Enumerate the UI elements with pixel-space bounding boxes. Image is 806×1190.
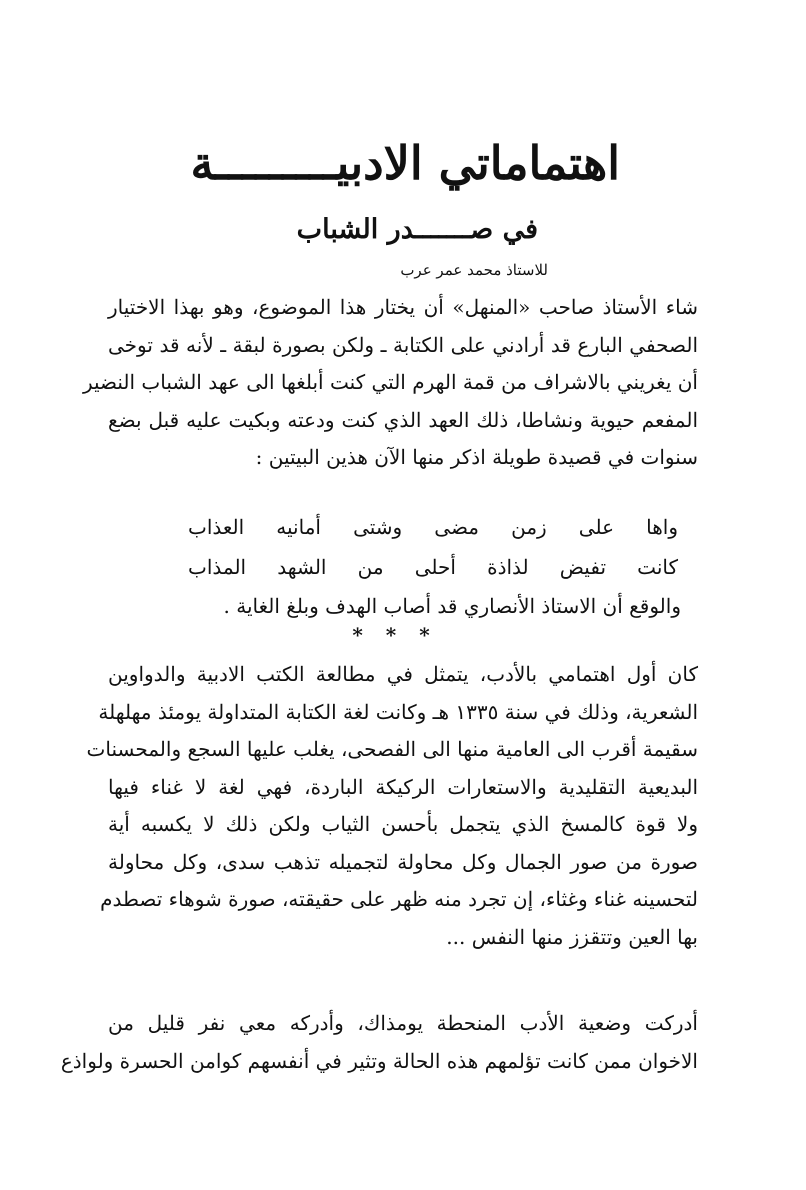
paragraph-line: كان أول اهتمامي بالأدب، يتمثل في مطالعة الكتب الادبية والدواوين [108, 662, 698, 686]
paragraph-line: الاخوان ممن كانت تؤلمهم هذه الحالة وتثير في أنفسهم كوامن الحسرة ولواذع [60, 1048, 698, 1073]
section-separator: * * * [352, 623, 438, 647]
paragraph-line: البديعية التقليدية والاستعارات الركيكة الباردة، فهي لغة لا غناء فيها [108, 774, 698, 799]
poem-verse-2 [188, 548, 678, 586]
verse-text: واها على زمن مضى وشتى أمانيه العذاب [188, 515, 678, 539]
paragraph-line: لتحسينه غناء وغثاء، إن تجرد منه ظهر على حقيقته، صورة شوهاء تصطدم [100, 887, 698, 911]
author-byline: للاستاذ محمد عمر عرب [400, 261, 548, 279]
paragraph-line: شاء الأستاذ صاحب «المنهل» أن يختار هذا الموضوع، وهو بهذا الاختيار [108, 295, 698, 319]
paragraph-line: ولا قوة كالمسخ الذي يتجمل بأحسن الثياب ولكن ذلك لا يكسبه أية [108, 812, 698, 836]
paragraph-line: الشعرية، وذلك في سنة ١٣٣٥ هـ وكانت لغة الكتابة المتداولة يومئذ مهلهلة [98, 699, 698, 724]
paragraph-line: صورة من صور الجمال وكل محاولة لتجميله تذهب سدى، وكل محاولة [108, 849, 698, 874]
final-paragraph [60, 1005, 698, 1080]
paragraph-line: بها العين وتتقزز منها النفس ... [446, 924, 698, 949]
paragraph-line: سقيمة أقرب الى العامية منها الى الفصحى، يغلب عليها السجع والمحسنات [86, 737, 698, 761]
verse-text: كانت تفيض لذاذة أحلى من الشهد المذاب [188, 555, 678, 579]
paragraph-line: أدركت وضعية الأدب المنحطة يومذاك، وأدركه معي نفر قليل من [108, 1011, 698, 1035]
poem-verse-1 [188, 508, 678, 546]
paragraph-line: المفعم حيوية ونشاطا، ذلك العهد الذي كنت ودعته وبكيت عليه قبل بضع [108, 407, 698, 432]
body-paragraph [86, 656, 698, 956]
paragraph-line: سنوات في قصيدة طويلة اذكر منها الآن هذين البيتين : [255, 445, 698, 469]
intro-paragraph [82, 289, 698, 477]
article-subtitle: في صـــــــدر الشباب [296, 214, 538, 245]
article-title: اهتماماتي الادبيـــــــــة [190, 136, 620, 190]
paragraph-line: أن يغريني بالاشراف من قمة الهرم التي كنت أبلغها الى عهد الشباب النضير [82, 370, 698, 394]
closing-sentence: والوقع أن الاستاذ الأنصاري قد أصاب الهدف وبلغ الغاية . [223, 594, 681, 618]
paragraph-line: الصحفي البارع قد أرادني على الكتابة ـ ولكن بصورة لبقة ـ لأنه قد توخى [108, 332, 698, 357]
